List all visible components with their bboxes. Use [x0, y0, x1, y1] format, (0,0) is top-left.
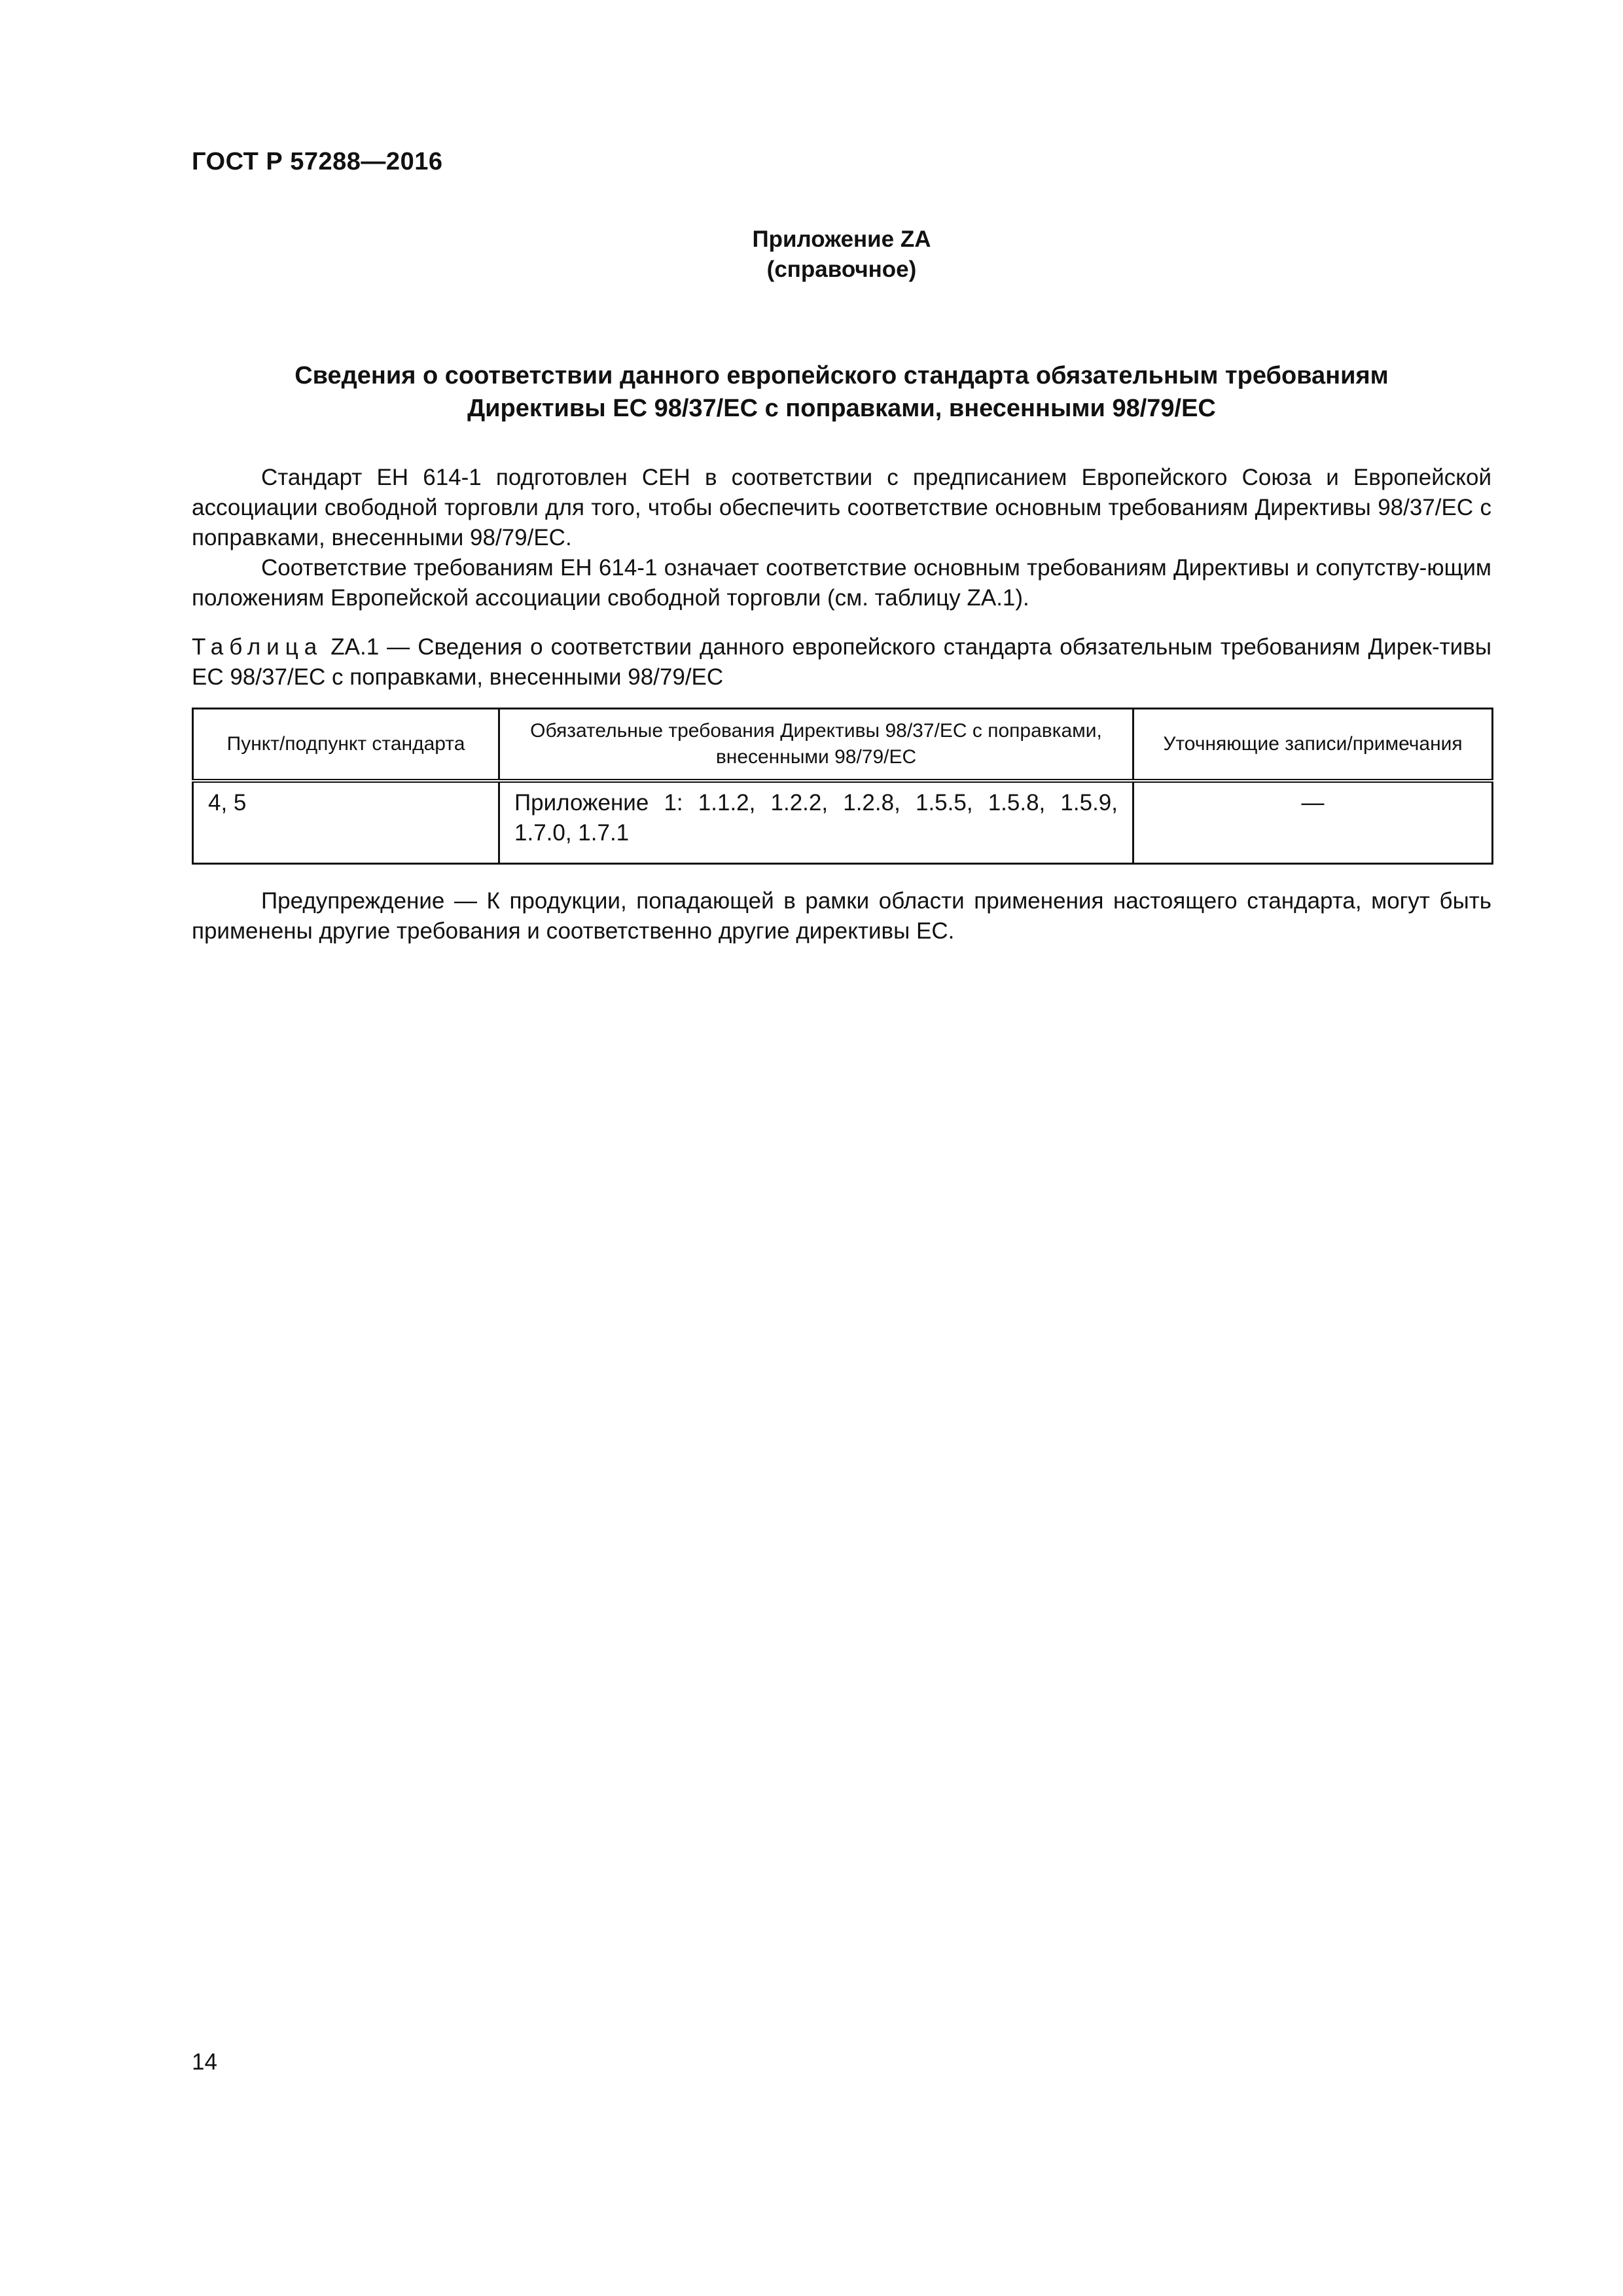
annex-title-line-1: Сведения о соответствии данного европейского стандарта обязательным требованиям	[294, 362, 1389, 389]
column-header-requirements: Обязательные требования Директивы 98/37/ЕС с поправками, внесенными 98/79/ЕС	[499, 709, 1133, 781]
cell-requirements: Приложение 1: 1.1.2, 1.2.2, 1.2.8, 1.5.5, 1.5.8, 1.5.9, 1.7.0, 1.7.1	[499, 781, 1133, 864]
table-header-row	[193, 709, 1493, 781]
annex-title-line-2: Директивы ЕС 98/37/ЕС с поправками, внесенными 98/79/ЕС	[467, 395, 1216, 422]
annex-heading	[192, 224, 1491, 285]
requirements-table-container	[192, 708, 1491, 865]
annex-title	[192, 359, 1491, 425]
warning-paragraph: Предупреждение — К продукции, попадающей в рамки области применения настоящего стандарта, могут быть применены другие требования и соответственно другие директивы ЕС.	[192, 888, 1491, 944]
table-caption-text: ZA.1 — Сведения о соответствии данного европейского стандарта обязательным требованиям Дирек-тивы ЕС 98/37/ЕС с поправками, внесенными 98/79/ЕС	[192, 634, 1491, 690]
column-header-notes: Уточняющие записи/примечания	[1133, 709, 1493, 781]
column-header-clause: Пункт/подпункт стандарта	[193, 709, 499, 781]
document-designation: ГОСТ Р 57288—2016	[192, 148, 443, 175]
annex-status: (справочное)	[766, 257, 917, 282]
table-caption	[192, 632, 1491, 692]
page-number: 14	[192, 2049, 217, 2075]
table-row	[193, 781, 1493, 864]
requirements-table	[192, 708, 1493, 865]
cell-notes: —	[1133, 781, 1493, 864]
warning-text	[192, 886, 1491, 946]
annex-label: Приложение ZA	[752, 226, 931, 252]
cell-clause: 4, 5	[193, 781, 499, 864]
intro-paragraph: Соответствие требованиям ЕН 614-1 означает соответствие основным требованиям Директивы и сопутству-ющим положениям Европейской ассоциации свободной торговли (см. таблицу ZA.1).	[192, 555, 1491, 611]
table-caption-label: Таблица	[192, 634, 323, 660]
intro-paragraph: Стандарт ЕН 614-1 подготовлен СЕН в соответствии с предписанием Европейского Союза и Европейской ассоциации свободной торговли для того, чтобы обеспечить соответствие основным требованиям Директивы 98/37/ЕС с поправками, внесенными 98/79/ЕС.	[192, 465, 1491, 550]
intro-text	[192, 463, 1491, 613]
